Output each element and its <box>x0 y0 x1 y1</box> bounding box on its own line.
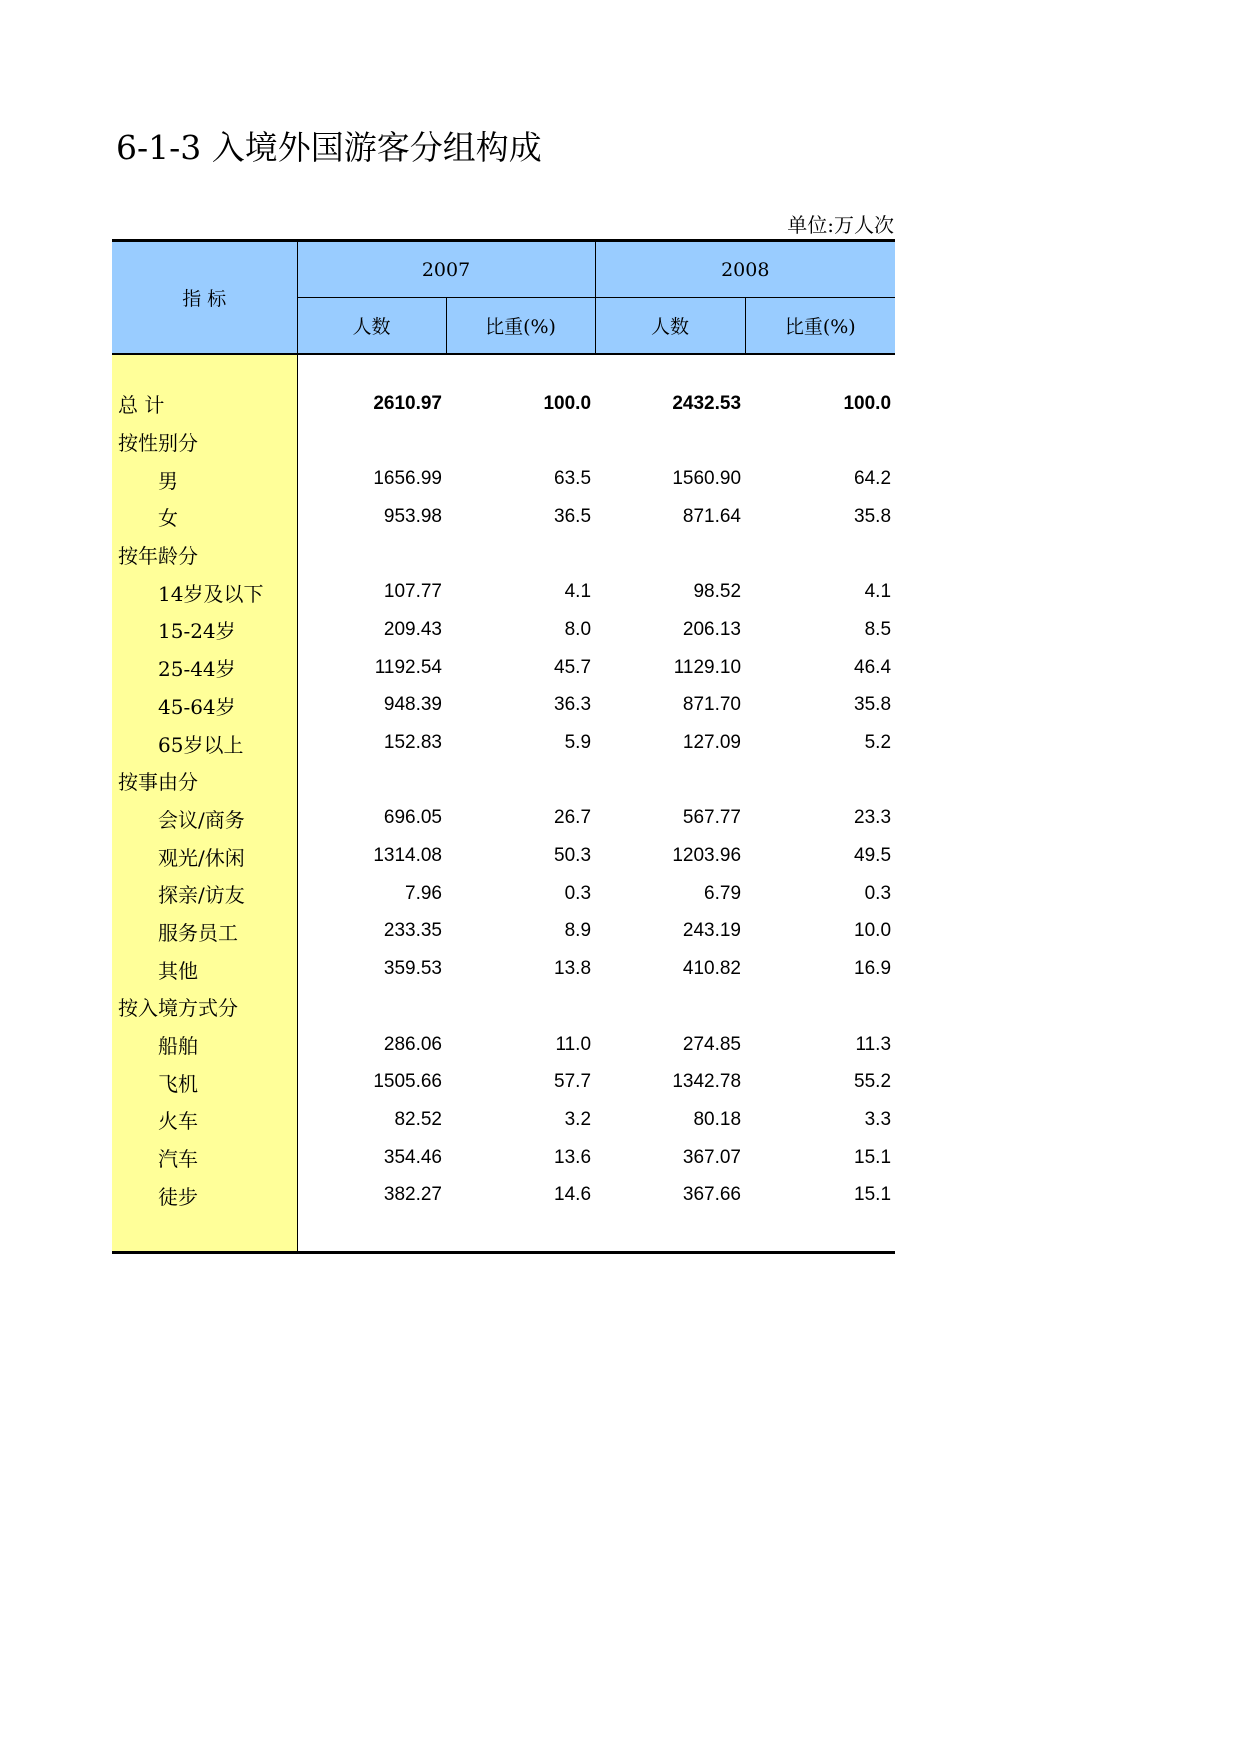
cell-share-2007: 11.0 <box>555 1033 592 1055</box>
table-body <box>112 354 895 1253</box>
row-label: 观光/休闲 <box>112 837 297 875</box>
row-label: 女 <box>112 498 297 536</box>
cell-count-2008: 206.13 <box>682 618 742 640</box>
table-row <box>112 950 895 988</box>
cell-count-2008: 367.07 <box>682 1146 742 1168</box>
cell-share-2007: 5.9 <box>564 732 592 754</box>
cell-share-2007: 50.3 <box>554 845 592 867</box>
cell-count-2007 <box>297 423 446 461</box>
cell-share-2008 <box>745 536 895 574</box>
table-row <box>112 875 895 913</box>
cell-share-2007: 100.0 <box>543 392 592 414</box>
cell-share-2008: 8.5 <box>864 618 892 640</box>
cell-share-2007: 8.9 <box>564 920 592 942</box>
cell-share-2007 <box>446 423 595 461</box>
cell-count-2007: 233.35 <box>383 920 442 942</box>
table-row <box>112 687 895 725</box>
cell-count-2008 <box>595 988 745 1026</box>
cell-share-2008: 100.0 <box>843 392 892 414</box>
header-row-years <box>112 241 895 298</box>
cell-share-2007: 26.7 <box>554 807 592 829</box>
cell-share-2007: 36.3 <box>554 694 592 716</box>
year-header-2008: 2008 <box>595 241 895 298</box>
cell-share-2008: 55.2 <box>854 1071 892 1093</box>
row-label: 按事由分 <box>112 762 297 800</box>
cell-share-2008 <box>745 762 895 800</box>
row-label: 总 计 <box>112 385 297 423</box>
table-row <box>112 649 895 687</box>
cell-count-2008: 6.79 <box>704 882 742 904</box>
cell-count-2008: 367.66 <box>682 1184 742 1206</box>
row-label: 按年龄分 <box>112 536 297 574</box>
cell-share-2008: 46.4 <box>854 656 892 678</box>
cell-count-2007: 382.27 <box>383 1184 442 1206</box>
row-label: 45-64岁 <box>112 687 297 725</box>
table-row <box>112 498 895 536</box>
cell-count-2008: 871.64 <box>682 505 742 527</box>
table-row <box>112 1026 895 1064</box>
table-row <box>112 913 895 951</box>
cell-share-2007: 63.5 <box>554 468 592 490</box>
table-row <box>112 385 895 423</box>
row-label: 15-24岁 <box>112 611 297 649</box>
row-label: 汽车 <box>112 1139 297 1177</box>
cell-share-2008: 35.8 <box>854 505 892 527</box>
cell-count-2008: 80.18 <box>693 1108 742 1130</box>
cell-count-2007: 953.98 <box>383 505 442 527</box>
row-label: 服务员工 <box>112 913 297 951</box>
cell-share-2008: 15.1 <box>854 1184 892 1206</box>
cell-share-2007: 4.1 <box>564 581 592 603</box>
cell-count-2007: 1656.99 <box>373 468 442 490</box>
cell-count-2007: 359.53 <box>383 958 442 980</box>
cell-share-2007: 13.8 <box>554 958 592 980</box>
cell-count-2008: 1342.78 <box>672 1071 742 1093</box>
cell-count-2007 <box>297 762 446 800</box>
table-row <box>112 460 895 498</box>
cell-count-2008: 1560.90 <box>672 468 742 490</box>
cell-count-2007: 152.83 <box>383 732 442 754</box>
table-row <box>112 724 895 762</box>
cell-count-2007: 696.05 <box>383 807 442 829</box>
cell-count-2008 <box>595 762 745 800</box>
cell-count-2007 <box>297 536 446 574</box>
cell-share-2008 <box>745 423 895 461</box>
indicator-header: 指 标 <box>112 241 297 355</box>
cell-count-2008: 127.09 <box>682 732 742 754</box>
cell-count-2008: 98.52 <box>693 581 742 603</box>
unit-label: 单位:万人次 <box>787 213 894 237</box>
row-label: 徒步 <box>112 1176 297 1214</box>
cell-count-2007 <box>297 988 446 1026</box>
cell-share-2008: 49.5 <box>854 845 892 867</box>
cell-share-2008: 4.1 <box>864 581 892 603</box>
page-title: 6-1-3 入境外国游客分组构成 <box>116 128 542 167</box>
table-row <box>112 573 895 611</box>
row-label: 船舶 <box>112 1026 297 1064</box>
cell-share-2008: 35.8 <box>854 694 892 716</box>
cell-share-2007: 8.0 <box>564 618 592 640</box>
cell-share-2007: 57.7 <box>554 1071 592 1093</box>
cell-count-2007: 2610.97 <box>373 392 442 414</box>
cell-share-2007 <box>446 988 595 1026</box>
cell-count-2008: 1203.96 <box>672 845 742 867</box>
cell-share-2008: 0.3 <box>864 882 892 904</box>
table-row <box>112 536 895 574</box>
cell-share-2007: 3.2 <box>564 1108 592 1130</box>
share-header-2008: 比重(%) <box>745 298 895 355</box>
cell-share-2008: 16.9 <box>854 958 892 980</box>
spacer-row <box>112 354 895 385</box>
cell-share-2007 <box>446 762 595 800</box>
table-row <box>112 988 895 1026</box>
row-label: 按性别分 <box>112 423 297 461</box>
cell-share-2007 <box>446 536 595 574</box>
cell-count-2008: 243.19 <box>682 920 742 942</box>
table-row <box>112 1139 895 1177</box>
table-row <box>112 762 895 800</box>
cell-share-2007: 45.7 <box>554 656 592 678</box>
cell-count-2007: 1505.66 <box>373 1071 442 1093</box>
row-label: 男 <box>112 460 297 498</box>
table-row <box>112 423 895 461</box>
cell-share-2008: 3.3 <box>864 1108 892 1130</box>
statistics-table <box>112 239 895 1254</box>
row-label: 飞机 <box>112 1063 297 1101</box>
cell-count-2008: 567.77 <box>682 807 742 829</box>
cell-count-2008 <box>595 536 745 574</box>
cell-share-2008: 11.3 <box>855 1033 892 1055</box>
table-row <box>112 837 895 875</box>
row-label: 14岁及以下 <box>112 573 297 611</box>
count-header-2007: 人数 <box>297 298 446 355</box>
cell-share-2008: 5.2 <box>864 732 892 754</box>
cell-count-2008: 1129.10 <box>673 656 742 678</box>
cell-count-2007: 107.77 <box>383 581 442 603</box>
cell-count-2008: 274.85 <box>682 1033 742 1055</box>
cell-count-2007: 7.96 <box>405 882 442 904</box>
cell-share-2007: 0.3 <box>564 882 592 904</box>
cell-share-2008: 23.3 <box>854 807 892 829</box>
table-row <box>112 611 895 649</box>
cell-share-2008: 10.0 <box>854 920 892 942</box>
cell-count-2007: 1192.54 <box>374 656 442 678</box>
cell-count-2008: 2432.53 <box>672 392 742 414</box>
cell-count-2008: 410.82 <box>682 958 742 980</box>
row-label: 65岁以上 <box>112 724 297 762</box>
cell-share-2008: 64.2 <box>854 468 892 490</box>
cell-share-2008 <box>745 988 895 1026</box>
cell-count-2007: 1314.08 <box>373 845 442 867</box>
cell-share-2007: 36.5 <box>554 505 592 527</box>
table-bottom-row <box>112 1214 895 1253</box>
share-header-2007: 比重(%) <box>446 298 595 355</box>
table-row <box>112 1063 895 1101</box>
row-label: 会议/商务 <box>112 800 297 838</box>
row-label: 按入境方式分 <box>112 988 297 1026</box>
row-label: 25-44岁 <box>112 649 297 687</box>
cell-count-2007: 286.06 <box>383 1033 442 1055</box>
cell-count-2007: 209.43 <box>383 618 442 640</box>
cell-share-2007: 14.6 <box>554 1184 592 1206</box>
table-row <box>112 1101 895 1139</box>
count-header-2008: 人数 <box>595 298 745 355</box>
table-row <box>112 800 895 838</box>
cell-count-2007: 948.39 <box>383 694 442 716</box>
cell-count-2007: 354.46 <box>383 1146 442 1168</box>
row-label: 火车 <box>112 1101 297 1139</box>
cell-count-2007: 82.52 <box>394 1108 442 1130</box>
table-row <box>112 1176 895 1214</box>
cell-count-2008: 871.70 <box>682 694 742 716</box>
cell-share-2007: 13.6 <box>554 1146 592 1168</box>
cell-share-2008: 15.1 <box>854 1146 892 1168</box>
cell-count-2008 <box>595 423 745 461</box>
row-label: 探亲/访友 <box>112 875 297 913</box>
year-header-2007: 2007 <box>297 241 595 298</box>
row-label: 其他 <box>112 950 297 988</box>
